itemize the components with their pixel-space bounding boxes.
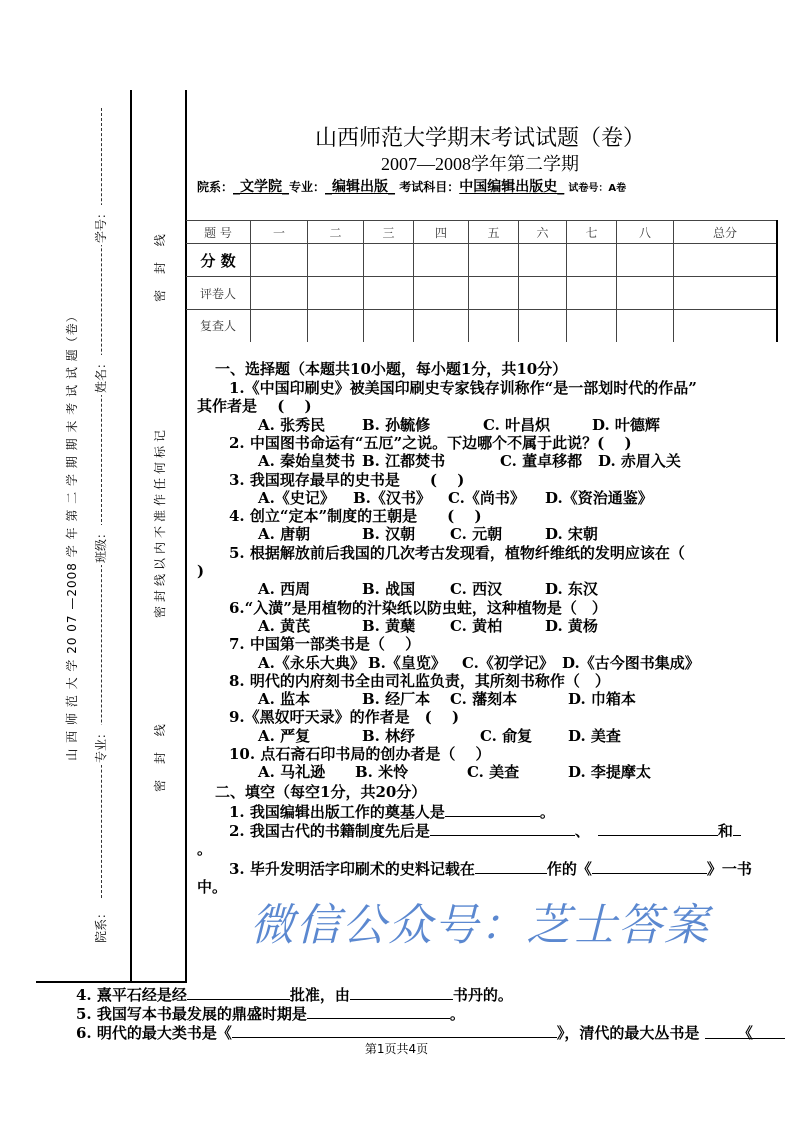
option-d[interactable]: D. 黄杨 xyxy=(545,617,598,635)
option-c[interactable]: C. 西汉 xyxy=(450,580,503,598)
answer-blank[interactable] xyxy=(187,985,290,1000)
paper-label: 试卷号： xyxy=(568,183,609,194)
option-a[interactable]: A. 秦始皇焚书 xyxy=(258,452,356,470)
fill-question-6 xyxy=(76,1023,785,1041)
question-text: 3. 毕升发明活字印刷术的史料记载在 xyxy=(229,860,475,878)
header-cell: 总分 xyxy=(674,221,778,244)
option-b[interactable]: B. 孙毓修 xyxy=(362,416,431,434)
header-cell: 五 xyxy=(469,221,519,244)
score-cell[interactable] xyxy=(519,277,567,310)
option-c[interactable]: C. 美查 xyxy=(467,763,520,781)
option-b[interactable]: B. 黄蘖 xyxy=(362,617,416,635)
score-cell[interactable] xyxy=(414,244,469,277)
fill-question-3-end: 中。 xyxy=(197,878,228,896)
field-dept-label: 院系： xyxy=(94,906,108,944)
field-name-label: 姓名： xyxy=(94,356,108,394)
score-cell[interactable] xyxy=(364,244,414,277)
option-d[interactable]: D. 东汉 xyxy=(545,580,598,598)
score-cell[interactable] xyxy=(414,277,469,310)
page-number: 第1页共4页 xyxy=(364,1042,429,1056)
exam-info-line xyxy=(197,176,626,196)
option-b[interactable]: B. 林纾 xyxy=(362,727,416,745)
exam-term: 2007—2008学年第二学期 xyxy=(381,154,579,174)
question-text: 《 xyxy=(737,1024,753,1042)
fill-question-1 xyxy=(229,802,555,820)
section1-heading: 一、选择题（本题共10小题，每小题1分，共10分） xyxy=(215,360,568,378)
score-cell[interactable] xyxy=(674,244,778,277)
watermark: 微信公众号：芝士答案 xyxy=(250,900,710,951)
question-text: 、 xyxy=(574,822,590,840)
row-label: 分 数 xyxy=(186,244,251,277)
option-c[interactable]: C. 黄柏 xyxy=(450,617,503,635)
row-label: 评卷人 xyxy=(186,277,251,310)
field-student-id-label: 学号： xyxy=(94,206,108,244)
question-text: 书丹的。 xyxy=(452,986,513,1004)
dept-value: _文学院_ xyxy=(233,179,290,195)
option-d[interactable]: D. 赤眉入关 xyxy=(598,452,681,470)
answer-blank[interactable] xyxy=(733,821,741,836)
option-d[interactable]: D.《古今图书集成》 xyxy=(562,654,700,672)
score-cell[interactable] xyxy=(308,277,364,310)
question-text: 5. 我国写本书最发展的鼎盛时期是 xyxy=(76,1005,307,1023)
score-cell[interactable] xyxy=(617,244,674,277)
seal-line-top: 密 封 线 xyxy=(153,228,167,302)
score-cell[interactable] xyxy=(251,277,308,310)
score-table-header xyxy=(186,221,777,244)
option-c[interactable]: C. 元朝 xyxy=(450,525,503,543)
question-2: 2. 中国图书命运有“五厄”之说。下边哪个不属于此说？( ) xyxy=(229,434,632,452)
question-text: 。 xyxy=(539,803,555,821)
question-text: 》一书 xyxy=(706,860,752,878)
row-label: 复查人 xyxy=(186,310,251,342)
score-cell[interactable] xyxy=(308,244,364,277)
option-c[interactable]: C.《尚书》 xyxy=(448,489,525,507)
seal-line-bottom: 密 封 线 xyxy=(153,718,167,792)
subject-value: 中国编辑出版史_ xyxy=(459,179,565,195)
answer-blank[interactable] xyxy=(475,859,547,874)
option-b[interactable]: B. 江都焚书 xyxy=(362,452,446,470)
score-cell[interactable] xyxy=(364,310,414,342)
option-a[interactable]: A. 监本 xyxy=(258,690,311,708)
score-cell[interactable] xyxy=(414,310,469,342)
option-a[interactable]: A. 张秀民 xyxy=(258,416,326,434)
score-cell[interactable] xyxy=(251,244,308,277)
binding-line-outer xyxy=(130,90,132,983)
header-cell: 一 xyxy=(251,221,308,244)
score-table xyxy=(186,220,778,342)
fill-question-2 xyxy=(229,821,741,839)
question-5-continued: ) xyxy=(197,562,205,580)
question-3: 3. 我国现存最早的史书是 ( ) xyxy=(229,471,465,489)
question-7: 7. 中国第一部类书是（ ） xyxy=(229,635,421,653)
question-9: 9.《黑奴吁天录》的作者是 ( ) xyxy=(229,708,460,726)
option-c[interactable]: C. 叶昌炽 xyxy=(483,416,551,434)
binding-title-column: 山 西 师 范 大 学 20 07 —2008 学 年 第 二 学 期 期 末 考 试 试 题（卷） xyxy=(65,309,79,761)
option-a[interactable]: A. 严复 xyxy=(258,727,311,745)
option-c[interactable]: C. 俞复 xyxy=(480,727,533,745)
answer-blank[interactable] xyxy=(430,821,575,836)
option-c[interactable]: C. 藩刻本 xyxy=(450,690,518,708)
question-text: 批准，由 xyxy=(289,986,350,1004)
question-text: 》，清代的最大丛书是 xyxy=(556,1024,700,1042)
answer-blank[interactable] xyxy=(350,985,453,1000)
question-text: 2. 我国古代的书籍制度先后是 xyxy=(229,822,430,840)
option-b[interactable]: B.《皇览》 xyxy=(368,654,446,672)
major-label: 专业： xyxy=(289,180,326,194)
score-row xyxy=(186,244,777,277)
question-text: 作的《 xyxy=(546,860,592,878)
score-cell[interactable] xyxy=(364,277,414,310)
header-cell: 二 xyxy=(308,221,364,244)
field-major-label: 专业： xyxy=(94,726,108,764)
answer-blank[interactable] xyxy=(705,1024,785,1042)
option-c[interactable]: C.《初学记》 xyxy=(462,654,554,672)
score-cell[interactable] xyxy=(251,310,308,342)
header-cell: 八 xyxy=(617,221,674,244)
exam-title: 山西师范大学期末考试试题（卷） xyxy=(314,126,645,151)
option-c[interactable]: C. 董卓移都 xyxy=(500,452,583,470)
fill-question-2-end: 。 xyxy=(197,840,213,858)
header-cell: 四 xyxy=(414,221,469,244)
option-a[interactable]: A. 唐朝 xyxy=(258,525,311,543)
option-d[interactable]: D. 美查 xyxy=(568,727,621,745)
option-a[interactable]: A.《永乐大典》 xyxy=(258,654,365,672)
question-10: 10. 点石斋石印书局的创办者是（ ） xyxy=(229,745,491,763)
score-cell[interactable] xyxy=(674,277,778,310)
score-cell[interactable] xyxy=(617,310,674,342)
option-d[interactable]: D. 宋朝 xyxy=(545,525,598,543)
option-d[interactable]: D.《资治通鉴》 xyxy=(545,489,653,507)
field-class-label: 班级： xyxy=(94,526,108,564)
option-b[interactable]: B. 汉朝 xyxy=(362,525,416,543)
question-4: 4. 创立“定本”制度的王朝是 ( ) xyxy=(229,507,482,525)
option-b[interactable]: B. 经厂本 xyxy=(362,690,431,708)
question-6: 6.“入潢”是用植物的汁染纸以防虫蛀，这种植物是（ ） xyxy=(229,599,607,617)
option-a[interactable]: A.《史记》 xyxy=(258,489,335,507)
score-cell[interactable] xyxy=(567,277,617,310)
major-value: _编辑出版_ xyxy=(325,179,396,195)
answer-blank[interactable] xyxy=(307,1004,450,1019)
question-1-continued: 其作者是 ( ) xyxy=(197,397,312,415)
question-text: 6. 明代的最大类书是《 xyxy=(76,1024,232,1042)
option-b[interactable]: B.《汉书》 xyxy=(353,489,431,507)
option-d[interactable]: D. 叶德辉 xyxy=(592,416,660,434)
option-a[interactable]: A. 黄芪 xyxy=(258,617,311,635)
header-cell: 三 xyxy=(364,221,414,244)
question-5: 5. 根据解放前后我国的几次考古发现看，植物纤维纸的发明应该在（ xyxy=(229,544,685,562)
score-cell[interactable] xyxy=(469,277,519,310)
option-b[interactable]: B. 米怜 xyxy=(355,763,409,781)
reviewer-row xyxy=(186,310,777,342)
option-a[interactable]: A. 马礼逊 xyxy=(258,763,326,781)
question-1: 1.《中国印刷史》被美国印刷史专家钱存训称作“是一部划时代的作品” xyxy=(229,379,697,397)
score-cell[interactable] xyxy=(519,244,567,277)
answer-blank[interactable] xyxy=(598,821,718,836)
score-cell[interactable] xyxy=(469,310,519,342)
question-text: 。 xyxy=(449,1005,465,1023)
subject-label: 考试科目： xyxy=(399,180,460,194)
section2-heading: 二、填空（每空1分，共20分） xyxy=(215,783,427,801)
question-text: 1. 我国编辑出版工作的奠基人是 xyxy=(229,803,445,821)
dept-label: 院系： xyxy=(197,180,234,194)
score-cell[interactable] xyxy=(674,310,778,342)
question-text: 4. 熹平石经是经 xyxy=(76,986,187,1004)
binding-line-bottom xyxy=(36,981,187,983)
header-cell: 七 xyxy=(567,221,617,244)
seal-line-notice: 密封线以内不准作任何标记 xyxy=(153,425,167,619)
score-cell[interactable] xyxy=(469,244,519,277)
fill-question-4 xyxy=(76,985,513,1003)
score-cell[interactable] xyxy=(567,244,617,277)
score-cell[interactable] xyxy=(308,310,364,342)
score-cell[interactable] xyxy=(519,310,567,342)
answer-blank[interactable] xyxy=(445,802,540,817)
option-d[interactable]: D. 李提摩太 xyxy=(568,763,651,781)
grader-row xyxy=(186,277,777,310)
option-b[interactable]: B. 战国 xyxy=(362,580,416,598)
fill-question-3 xyxy=(229,859,752,877)
option-a[interactable]: A. 西周 xyxy=(258,580,311,598)
answer-blank[interactable] xyxy=(592,859,707,874)
header-cell: 六 xyxy=(519,221,567,244)
fill-question-5 xyxy=(76,1004,465,1022)
option-d[interactable]: D. 巾箱本 xyxy=(568,690,636,708)
answer-blank[interactable] xyxy=(232,1023,557,1038)
header-cell: 题 号 xyxy=(186,221,251,244)
question-text: 和 xyxy=(717,822,733,840)
score-cell[interactable] xyxy=(617,277,674,310)
question-8: 8. 明代的内府刻书全由司礼监负责，其所刻书称作（ ） xyxy=(229,672,610,690)
score-cell[interactable] xyxy=(567,310,617,342)
paper-value: A卷 xyxy=(608,183,627,194)
